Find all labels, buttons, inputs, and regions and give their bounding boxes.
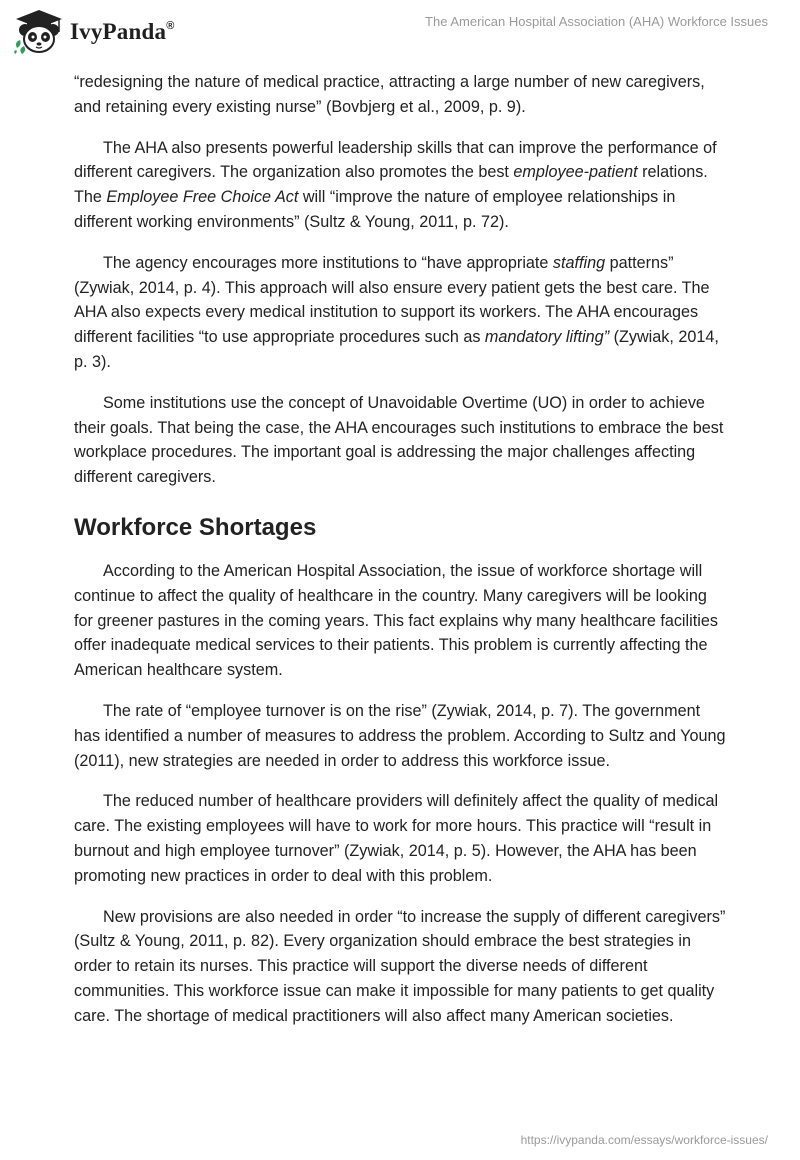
paragraph: The rate of “employee turnover is on the rise” (Zywiak, 2014, p. 7). The government has identified a number of measures to address the problem. According to Sultz and Young (2011), new strategies are needed in order to address this workforce issue. bbox=[74, 701, 726, 770]
brand-name: IvyPanda® bbox=[70, 19, 175, 44]
paragraph: According to the American Hospital Association, the issue of workforce shortage will continue to affect the quality of healthcare in the country. Many caregivers will be looking for greener pastures in the coming years. This fact explains why many healthcare facilities offer inadequate medical services to their patients. This problem is currently affecting the American healthcare system. bbox=[74, 561, 718, 680]
section-heading: Workforce Shortages bbox=[74, 513, 317, 541]
essay-body bbox=[74, 70, 726, 1045]
paragraph: Some institutions use the concept of Unavoidable Overtime (UO) in order to achieve their goals. That being the case, the AHA encourages such institutions to embrace the best workplace procedures. The important goal is addressing the major challenges affecting different caregivers. bbox=[74, 393, 724, 487]
paragraph: The agency encourages more institutions to “have appropriate staffing patterns” (Zywiak, 2014, p. 4). This approach will also ensure every patient gets the best care. The AHA also expects every medical institution to support its workers. The AHA encourages different facilities “to use appropriate procedures such as mandatory lifting” (Zywiak, 2014, p. 3). bbox=[74, 253, 719, 371]
document-title: The American Hospital Association (AHA) Workforce Issues bbox=[425, 14, 768, 29]
source-url[interactable]: https://ivypanda.com/essays/workforce-issues/ bbox=[520, 1133, 768, 1147]
page-header bbox=[0, 0, 800, 70]
ivypanda-logo[interactable] bbox=[12, 8, 175, 56]
paragraph: The AHA also presents powerful leadership skills that can improve the performance of different caregivers. The organization also promotes the best employee-patient relations. The Employee Free Choice Act will “improve the nature of employee relationships in different working environments” (Sultz & Young, 2011, p. 72). bbox=[74, 138, 717, 231]
paragraph: New provisions are also needed in order “to increase the supply of different caregivers” (Sultz & Young, 2011, p. 82). Every organization should embrace the best strategies in order to retain its nurses. This practice will support the diverse needs of different communities. This workforce issue can make it impossible for many patients to get quality care. The shortage of medical practitioners will also affect many American societies. bbox=[74, 907, 726, 1025]
paragraph: “redesigning the nature of medical practice, attracting a large number of new caregivers, and retaining every existing nurse” (Bovbjerg et al., 2009, p. 9). bbox=[74, 73, 705, 116]
panda-graduate-icon bbox=[12, 8, 66, 56]
paragraph: The reduced number of healthcare providers will definitely affect the quality of medical care. The existing employees will have to work for more hours. This practice will “result in burnout and high employee turnover” (Zywiak, 2014, p. 5). However, the AHA has been promoting new practices in order to deal with this problem. bbox=[74, 792, 719, 885]
